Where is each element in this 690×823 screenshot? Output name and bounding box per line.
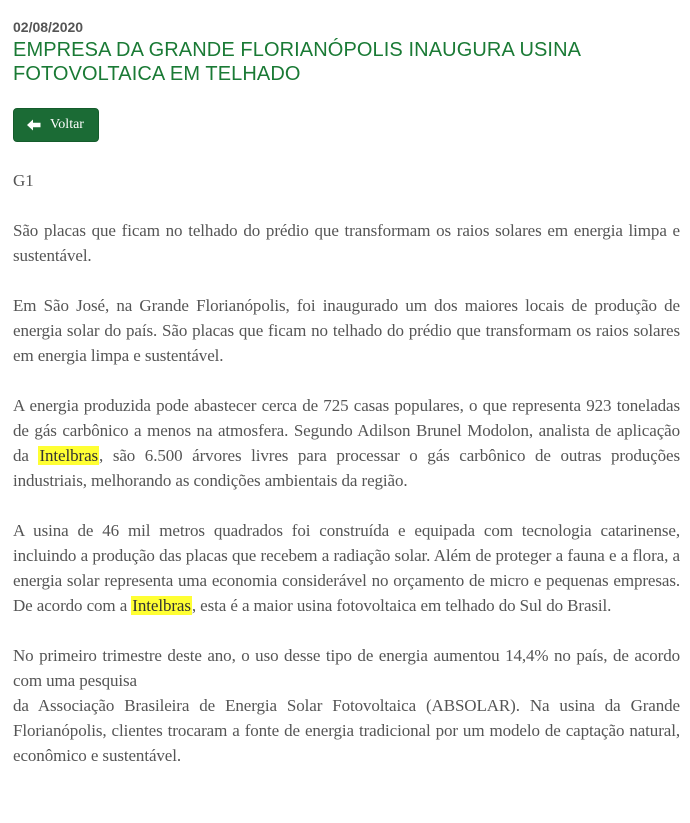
paragraph-3 [13,393,680,493]
back-button-label: Voltar [50,117,84,132]
back-button[interactable] [13,108,99,142]
paragraph-5-line-1: No primeiro trimestre deste ano, o uso desse tipo de energia aumentou 14,4% no país, de acordo com uma pesquisa [13,646,680,690]
paragraph-2: Em São José, na Grande Florianópolis, foi inaugurado um dos maiores locais de produção de energia solar do país. São placas que ficam no telhado do prédio que transformam os raios solares em energia limpa e sustentável. [13,296,680,365]
paragraph-5-line-2: da Associação Brasileira de Energia Solar Fotovoltaica (ABSOLAR). Na usina da Grande Florianópolis, clientes trocaram a fonte de energia tradicional por um modelo de captação natural, econômico e sustentável. [13,696,680,765]
article-title-line-1: EMPRESA DA GRANDE FLORIANÓPOLIS INAUGURA USINA [13,39,582,61]
paragraph-3-text-b: , são 6.500 árvores livres para processar o gás carbônico de outras produções industriais, melhorando as condições ambientais da região. [13,446,680,490]
paragraph-4-text-a: A usina de 46 mil metros quadrados foi construída e equipada com tecnologia catarinense, incluindo a produção das placas que recebem a radiação solar. Além de proteger a fauna e a flora, a energia solar representa uma economia considerável no orçamento de micro e pequenas empresas. De acordo com a [13,521,680,615]
paragraph-4-text-b: , esta é a maior usina fotovoltaica em telhado do Sul do Brasil. [191,596,612,615]
paragraph-5 [13,643,680,768]
article-title [13,38,680,86]
paragraph-4 [13,518,680,618]
highlighted-term: Intelbras [132,596,191,615]
arrow-left-icon [27,119,41,131]
article-page [0,18,690,768]
paragraph-3-text-a: A energia produzida pode abastecer cerca de 725 casas populares, o que representa 923 toneladas de gás carbônico a menos na atmosfera. Segundo Adilson Brunel Modolon, analista de aplicação da [13,396,680,465]
article-title-line-2: FOTOVOLTAICA EM TELHADO [13,63,301,85]
article-date: 02/08/2020 [13,19,84,35]
paragraph-1: São placas que ficam no telhado do prédio que transformam os raios solares em energia limpa e sustentável. [13,221,680,265]
highlighted-term: Intelbras [39,446,99,465]
article-source: G1 [13,171,34,190]
